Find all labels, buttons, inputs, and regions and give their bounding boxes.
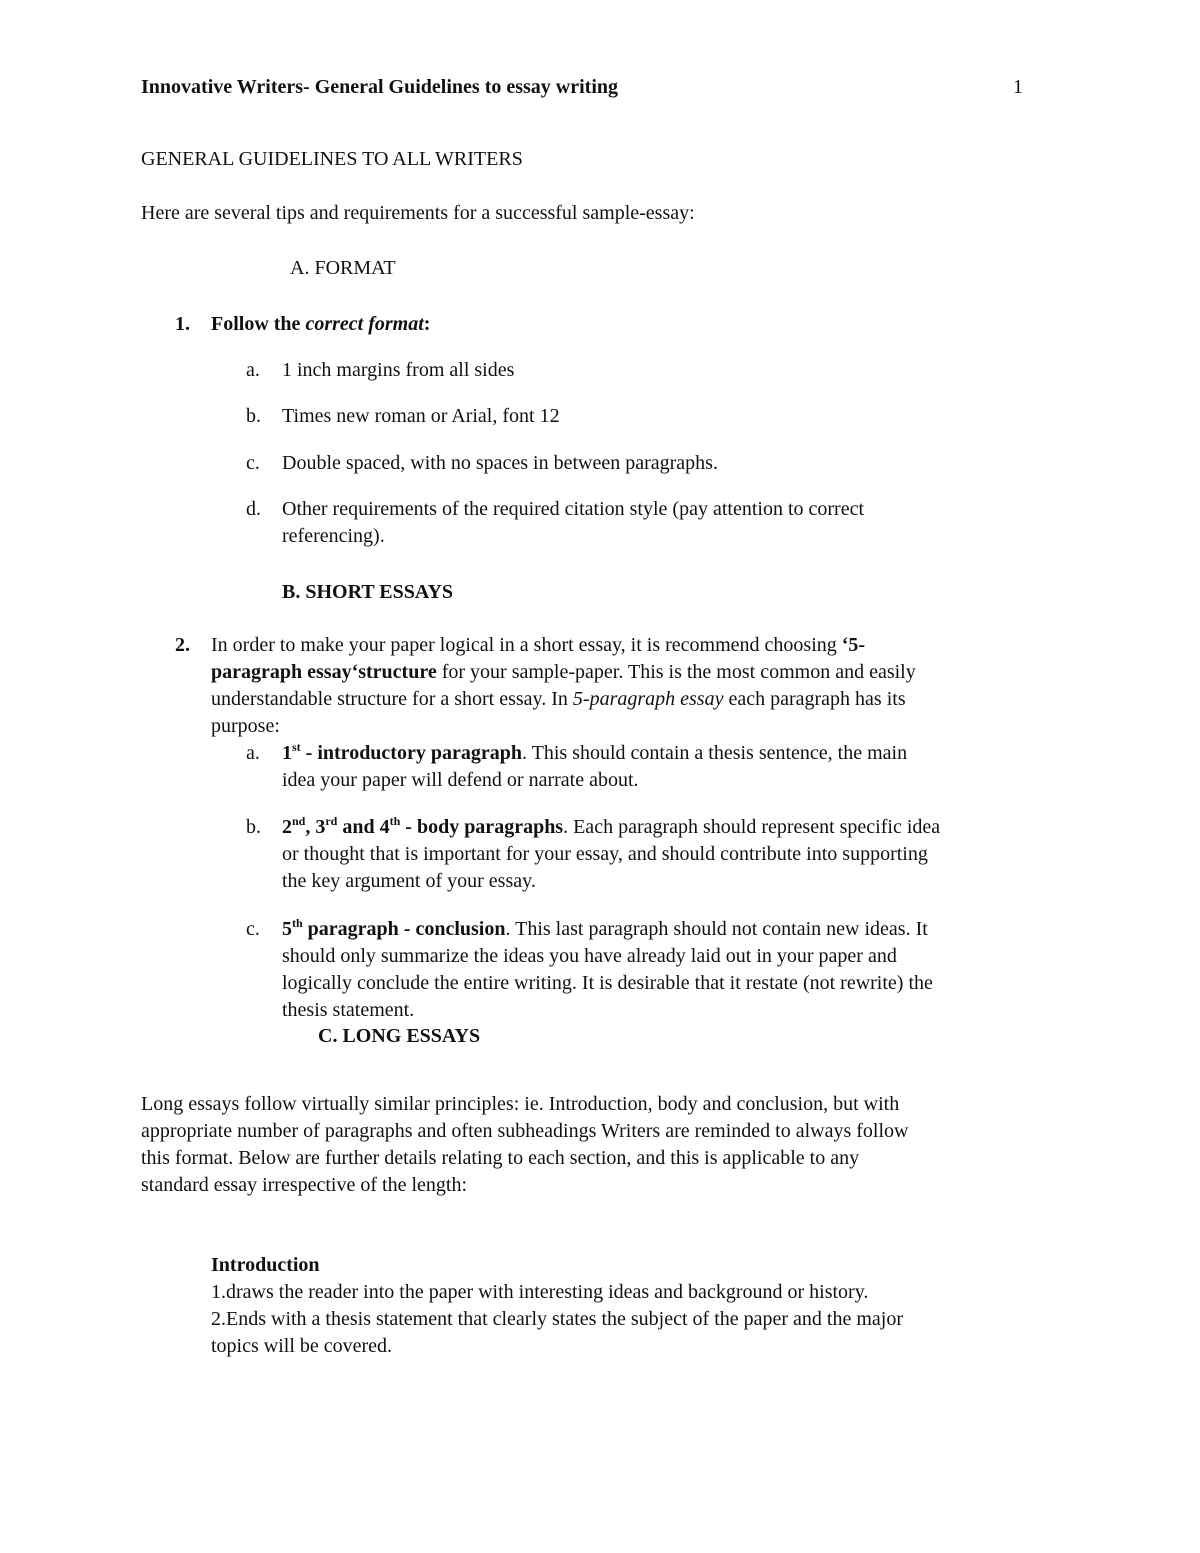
short-essay-item-a-line-1: 1st - introductory paragraph. This should contain a thesis sentence, the main bbox=[282, 740, 908, 764]
format-item-b-text: Times new roman or Arial, font 12 bbox=[282, 405, 560, 427]
short-essay-item-c-line-1: 5th paragraph - conclusion. This last paragraph should not contain new ideas. It bbox=[282, 916, 928, 940]
format-item-c-marker: c. bbox=[246, 452, 260, 474]
introduction-line-1: 1.draws the reader into the paper with interesting ideas and background or history. bbox=[211, 1281, 869, 1303]
format-item-d-line-2: referencing). bbox=[282, 525, 385, 547]
short-essay-item-b-line-3: the key argument of your essay. bbox=[282, 870, 536, 892]
long-essays-line-1: Long essays follow virtually similar principles: ie. Introduction, body and conclusion, but with bbox=[141, 1093, 900, 1115]
page-number: 1 bbox=[1013, 76, 1023, 98]
long-essays-line-2: appropriate number of paragraphs and often subheadings Writers are reminded to always follow bbox=[141, 1120, 909, 1142]
format-item-c-text: Double spaced, with no spaces in between paragraphs. bbox=[282, 452, 718, 474]
short-essay-item-c-line-3: logically conclude the entire writing. It is desirable that it restate (not rewrite) the bbox=[282, 972, 933, 994]
format-item-d-line-1: Other requirements of the required citation style (pay attention to correct bbox=[282, 498, 865, 520]
short-essay-item-a-line-2: idea your paper will defend or narrate about. bbox=[282, 769, 639, 791]
short-essay-item-b-line-2: or thought that is important for your essay, and should contribute into supporting bbox=[282, 843, 928, 865]
item-2-line-4: purpose: bbox=[211, 715, 280, 737]
introduction-line-2: 2.Ends with a thesis statement that clearly states the subject of the paper and the major bbox=[211, 1308, 904, 1330]
short-essay-item-c-marker: c. bbox=[246, 918, 260, 940]
section-c-heading: C. LONG ESSAYS bbox=[318, 1025, 481, 1047]
format-item-d-marker: d. bbox=[246, 498, 261, 520]
short-essay-item-a-marker: a. bbox=[246, 742, 260, 764]
short-essay-item-b-line-1: 2nd, 3rd and 4th - body paragraphs. Each paragraph should represent specific idea bbox=[282, 814, 941, 838]
running-header-title: Innovative Writers- General Guidelines to essay writing bbox=[141, 76, 619, 98]
item-1-number: 1. bbox=[175, 313, 190, 335]
introduction-line-3: topics will be covered. bbox=[211, 1335, 393, 1357]
format-item-b-marker: b. bbox=[246, 405, 261, 427]
short-essay-item-b-marker: b. bbox=[246, 816, 261, 838]
item-2-line-1: In order to make your paper logical in a short essay, it is recommend choosing ‘5- bbox=[211, 634, 866, 656]
format-item-a-text: 1 inch margins from all sides bbox=[282, 359, 515, 381]
document-heading: GENERAL GUIDELINES TO ALL WRITERS bbox=[141, 148, 523, 170]
item-2-line-2: paragraph essay‘structure for your sample-paper. This is the most common and easily bbox=[211, 661, 916, 683]
format-item-a-marker: a. bbox=[246, 359, 260, 381]
long-essays-line-3: this format. Below are further details relating to each section, and this is applicable to any bbox=[141, 1147, 860, 1169]
item-1-text: Follow the correct format: bbox=[211, 313, 431, 335]
section-b-heading: B. SHORT ESSAYS bbox=[282, 581, 454, 603]
short-essay-item-c-line-4: thesis statement. bbox=[282, 999, 415, 1021]
section-a-heading: A. FORMAT bbox=[290, 257, 396, 279]
intro-line: Here are several tips and requirements for a successful sample-essay: bbox=[141, 202, 695, 224]
item-2-number: 2. bbox=[175, 634, 190, 656]
item-2-line-3: understandable structure for a short essay. In 5-paragraph essay each paragraph has its bbox=[211, 688, 906, 710]
introduction-heading: Introduction bbox=[211, 1254, 320, 1276]
short-essay-item-c-line-2: should only summarize the ideas you have already laid out in your paper and bbox=[282, 945, 897, 967]
long-essays-line-4: standard essay irrespective of the length: bbox=[141, 1174, 467, 1196]
